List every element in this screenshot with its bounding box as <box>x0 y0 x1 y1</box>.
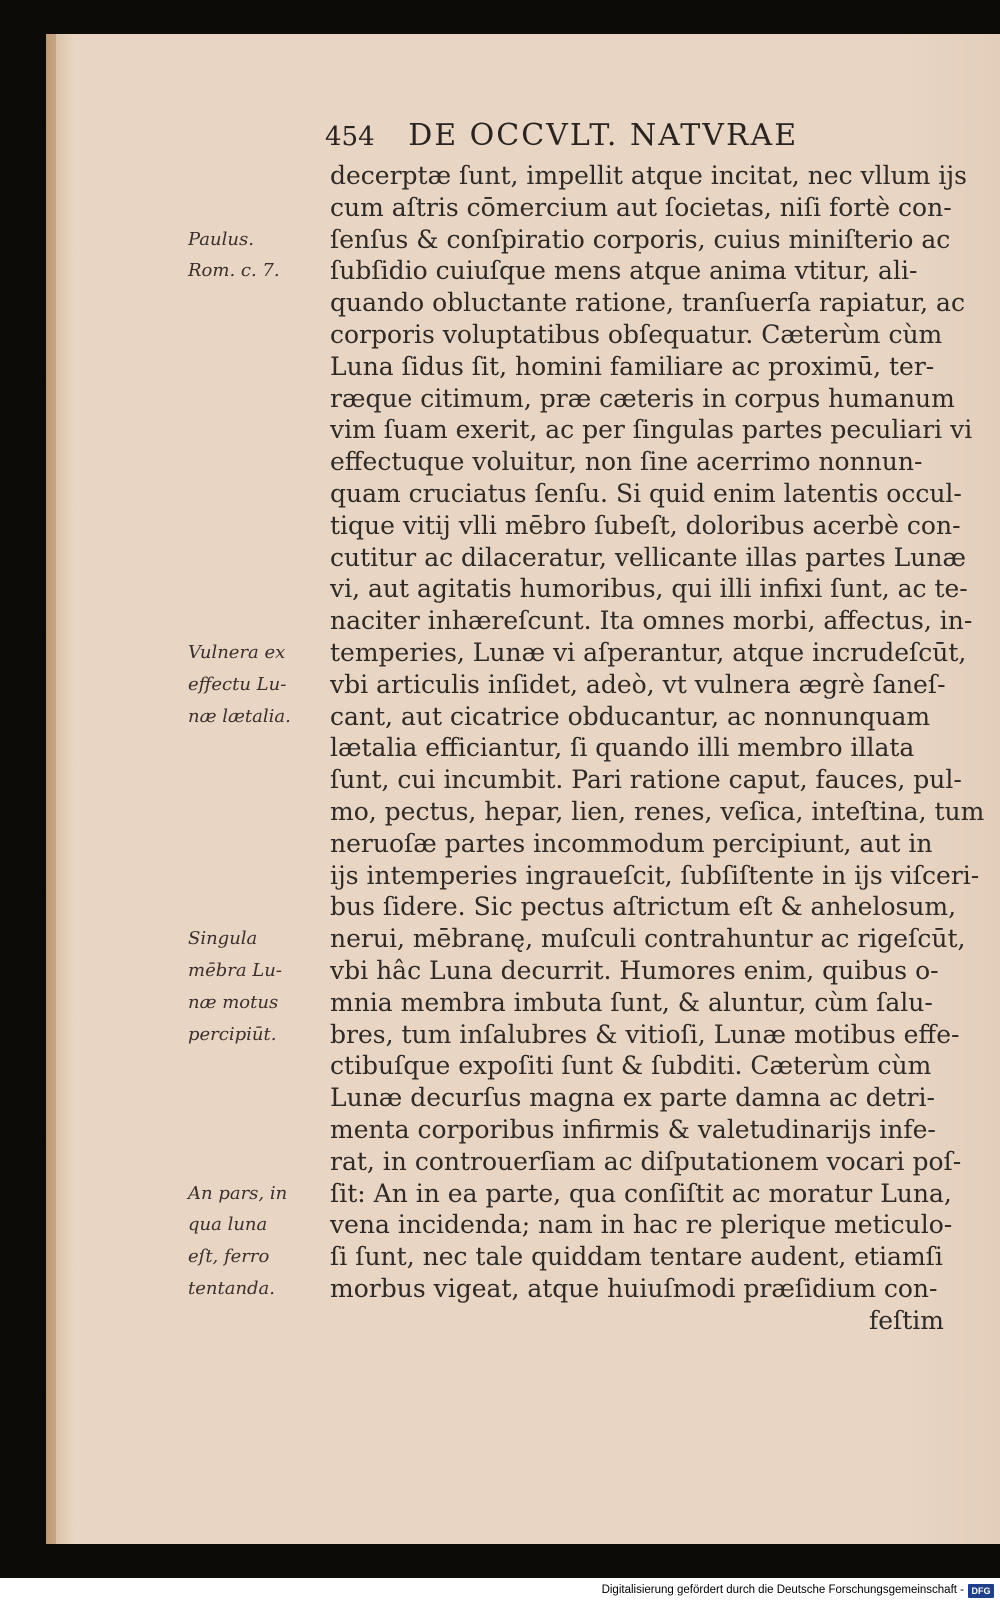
text-line: quam cruciatus ſenſu. Si quid enim latentis occul- <box>330 478 962 508</box>
text-line: morbus vigeat, atque huiuſmodi præſidium con- <box>330 1273 938 1303</box>
text-line: vbi articulis inſidet, adeò, vt vulnera ægrè ſaneſ- <box>330 669 946 699</box>
margin-note-line: effectu Lu- <box>188 673 287 695</box>
text-line: menta corporibus infirmis & valetudinarijs infe- <box>330 1114 936 1144</box>
text-line: ijs intemperies ingraueſcit, ſubſiſtente in ijs viſceri- <box>330 860 980 890</box>
text-line: Lunæ decurſus magna ex parte damna ac detri- <box>330 1083 935 1113</box>
footer-bar <box>0 1578 1000 1607</box>
running-header <box>325 118 965 158</box>
margin-note-line: Rom. c. 7. <box>188 260 280 282</box>
text-line: nerui, mēbranę, muſculi contrahuntur ac rigeſcūt, <box>330 924 966 954</box>
footer-credit: Digitalisierung gefördert durch die Deutsche Forschungsgemeinschaft - <box>601 1584 964 1596</box>
margin-note <box>188 637 328 732</box>
text-line: mnia membra imbuta ſunt, & aluntur, cùm ſalu- <box>330 987 933 1017</box>
text-line: bus ſidere. Sic pectus aſtrictum eſt & anhelosum, <box>330 892 957 922</box>
margin-note-line: tentanda. <box>188 1277 276 1299</box>
margin-note-line: qua luna <box>188 1214 268 1236</box>
text-line: vi, aut agitatis humoribus, qui illi infixi ſunt, ac te- <box>330 574 968 604</box>
text-line: corporis voluptatibus obſequatur. Cæterùm cùm <box>330 319 943 349</box>
text-line: ſubſidio cuiuſque mens atque anima vtitur, ali- <box>330 256 918 286</box>
body-text <box>330 160 985 1336</box>
text-line: decerptæ ſunt, impellit atque incitat, nec vllum ijs <box>330 161 967 190</box>
text-line: tique vitij vlli mēbro ſubeſt, doloribus acerbè con- <box>330 510 961 540</box>
text-line: vena incidenda; nam in hac re plerique meticulo- <box>330 1210 953 1240</box>
text-line: ſenſus & conſpiratio corporis, cuius miniſterio ac <box>330 224 951 254</box>
text-line: ctibuſque expoſiti ſunt & ſubditi. Cæterùm cùm <box>330 1051 932 1081</box>
text-line: bres, tum inſalubres & vitioſi, Lunæ motibus effe- <box>330 1019 960 1049</box>
running-title: DE OCCVLT. NATVRAE <box>408 118 799 153</box>
text-line: Luna ſidus ſit, homini familiare ac proximū, ter- <box>330 351 935 381</box>
text-line: vbi hâc Luna decurrit. Humores enim, quibus o- <box>330 955 939 985</box>
text-line: rat, in controuerſiam ac diſputationem vocari poſ- <box>330 1146 962 1176</box>
page-number: 454 <box>325 122 375 152</box>
text-line: neruoſæ partes incommodum percipiunt, aut in <box>330 828 933 858</box>
dfg-logo: DFG <box>968 1584 994 1598</box>
text-line: naciter inhæreſcunt. Ita omnes morbi, affectus, in- <box>330 606 973 636</box>
text-line: vim ſuam exerit, ac per ſingulas partes peculiari vi <box>330 415 973 445</box>
margin-note-line: Paulus. <box>188 228 254 250</box>
text-line: ſi ſunt, nec tale quiddam tentare audent, etiamſi <box>330 1242 943 1272</box>
text-line: ſunt, cui incumbit. Pari ratione caput, fauces, pul- <box>330 765 962 795</box>
text-line: temperies, Lunæ vi aſperantur, atque incrudeſcūt, <box>330 637 967 667</box>
margin-note-line: Vulnera ex <box>188 642 286 663</box>
margin-note <box>188 1178 328 1305</box>
text-line: quando obluctante ratione, tranſuerſa rapiatur, ac <box>330 288 965 318</box>
text-line: cutitur ac dilaceratur, vellicante illas partes Lunæ <box>330 542 966 572</box>
text-line: effectuque voluitur, non ſine acerrimo nonnun- <box>330 447 923 477</box>
text-line: ſit: An in ea parte, qua conſiſtit ac moratur Luna, <box>330 1178 952 1208</box>
page-spine-shadow <box>46 34 56 1544</box>
text-line: ræque citimum, præ cæteris in corpus humanum <box>330 383 955 413</box>
margin-note-line: næ motus <box>188 991 279 1013</box>
margin-note-line: percipiūt. <box>188 1023 277 1045</box>
text-line: mo, pectus, hepar, lien, renes, veſica, inteſtina, tum <box>330 796 985 826</box>
margin-note <box>188 224 328 288</box>
margin-note <box>188 923 328 1050</box>
margin-note-line: næ lætalia. <box>188 705 291 727</box>
margin-note-line: mēbra Lu- <box>188 959 282 981</box>
margin-note-line: eſt, ferro <box>188 1246 270 1268</box>
text-line: cant, aut cicatrice obducantur, ac nonnunquam <box>330 701 931 731</box>
margin-note-line: An pars, in <box>188 1182 288 1204</box>
margin-note-line: Singula <box>188 928 258 950</box>
catchword: feſtim <box>868 1305 944 1335</box>
text-line: cum aſtris cōmercium aut ſocietas, niſi fortè con- <box>330 192 952 222</box>
text-line: lætalia efficiantur, ſi quando illi membro illata <box>330 733 915 763</box>
